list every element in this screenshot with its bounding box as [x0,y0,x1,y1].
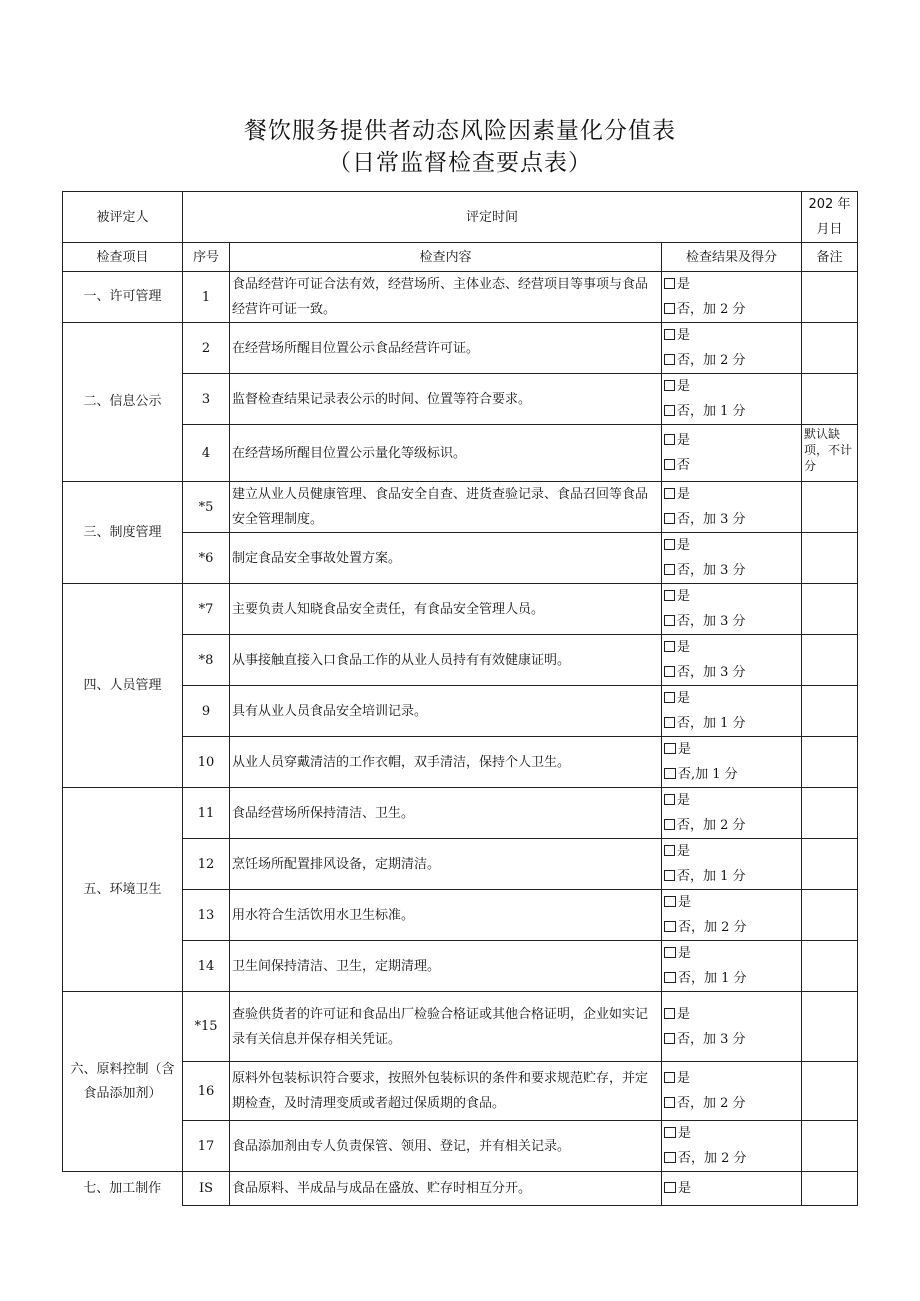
row-number: 14 [183,941,230,992]
checkbox-icon [664,459,675,470]
note-cell [802,374,858,425]
row-number: *8 [183,635,230,686]
checkbox-icon [664,641,675,652]
checkbox-icon [664,1182,676,1193]
checkbox-icon [664,380,675,391]
option-yes[interactable]: 是 [664,941,799,966]
note-cell [802,839,858,890]
checkbox-icon [664,405,675,416]
row-content: 从事接触直接入口食品工作的从业人员持有有效健康证明。 [230,635,662,686]
result-cell [662,635,802,686]
note-cell [802,992,858,1062]
checkbox-icon [664,278,675,289]
category-info-disclosure: 二、信息公示 [63,323,183,482]
checkbox-icon [664,354,675,365]
option-yes[interactable]: 是 [664,272,799,297]
result-cell [662,941,802,992]
checkbox-icon [664,539,675,550]
result-cell [662,482,802,533]
option-yes[interactable]: 是 [664,323,799,348]
checkbox-icon [664,921,676,932]
row-number: 3 [183,374,230,425]
option-no[interactable]: 否,加 1 分 [664,762,799,787]
header-row-evaluatee [63,192,858,243]
row-content: 原料外包装标识符合要求，按照外包装标识的条件和要求规范贮存，并定期检查，及时清理变质或者超过保质期的食品。 [230,1062,662,1121]
row-number: 4 [183,425,230,482]
option-no[interactable]: 否，加 3 分 [664,558,799,583]
category-license: 一、许可管理 [63,272,183,323]
checkbox-icon [664,666,675,677]
col-header-item: 检查项目 [63,243,183,272]
checkbox-icon [664,845,675,856]
table-row [63,482,858,533]
note-cell [802,323,858,374]
row-content: 制定食品安全事故处置方案。 [230,533,662,584]
eval-time-value: 202 年月日 [802,192,858,243]
row-content: 建立从业人员健康管理、食品安全自查、进货查验记录、食品召回等食品安全管理制度。 [230,482,662,533]
checkbox-icon [664,329,675,340]
note-cell [802,1172,858,1206]
option-yes[interactable]: 是 [664,1066,799,1091]
col-header-no: 序号 [183,243,230,272]
row-number: 9 [183,686,230,737]
checkbox-icon [664,1127,676,1138]
evaluatee-label: 被评定人 [63,192,183,243]
option-no[interactable]: 否，加 3 分 [664,507,799,532]
row-content: 具有从业人员食品安全培训记录。 [230,686,662,737]
row-number: 17 [183,1121,230,1172]
checkbox-icon [664,1033,675,1044]
row-content: 在经营场所醒目位置公示量化等级标识。 [230,425,662,482]
option-yes[interactable]: 是 [664,374,799,399]
result-cell [662,737,802,788]
option-yes[interactable]: 是 [664,635,799,660]
checkbox-icon [664,303,675,314]
row-number: IS [183,1172,230,1206]
option-no[interactable]: 否，加 2 分 [664,1091,799,1116]
checkbox-icon [664,434,675,445]
table-row [63,425,858,482]
table-row [63,1062,858,1121]
checkbox-icon [664,896,676,907]
note-cell [802,686,858,737]
category-raw-material-control: 六、原料控制（含食品添加剂） [63,992,183,1172]
row-number: 1 [183,272,230,323]
note-cell [802,635,858,686]
table-row [63,737,858,788]
row-number: *7 [183,584,230,635]
option-no[interactable]: 否，加 2 分 [664,915,799,940]
option-no[interactable]: 否，加 2 分 [664,1146,799,1171]
row-content: 查验供货者的许可证和食品出厂检验合格证或其他合格证明，企业如实记录有关信息并保存相关凭证。 [230,992,662,1062]
note-cell [802,890,858,941]
category-system-management: 三、制度管理 [63,482,183,584]
result-cell [662,1172,802,1206]
page-title: 餐饮服务提供者动态风险因素量化分值表 [244,118,676,144]
option-no[interactable]: 否，加 1 分 [664,399,799,424]
checkbox-icon [664,1072,675,1083]
option-no[interactable]: 否，加 3 分 [664,660,799,685]
checkbox-icon [664,1008,675,1019]
option-yes[interactable]: 是 [664,788,799,813]
note-cell: 默认缺项，不计分 [802,425,858,482]
result-cell [662,686,802,737]
row-content: 用水符合生活饮用水卫生标准。 [230,890,662,941]
table-row [63,1172,858,1206]
row-number: 12 [183,839,230,890]
option-yes[interactable]: 是 [664,686,799,711]
checkbox-icon [664,1152,676,1163]
row-content: 食品经营场所保持清洁、卫生。 [230,788,662,839]
note-cell [802,788,858,839]
table-row [63,272,858,323]
option-yes[interactable]: 是 [664,1121,799,1146]
note-cell [802,737,858,788]
option-yes[interactable]: 是 [664,737,799,762]
option-no[interactable]: 否，加 3 分 [664,609,799,634]
result-cell [662,1062,802,1121]
table-row [63,788,858,839]
checkbox-icon [664,488,675,499]
table-row [63,533,858,584]
result-cell [662,272,802,323]
option-yes[interactable]: 是 [664,1002,799,1027]
option-no[interactable]: 否，加 1 分 [664,966,799,991]
checkbox-icon [664,819,675,830]
row-content: 监督检查结果记录表公示的时间、位置等符合要求。 [230,374,662,425]
table-row [63,890,858,941]
option-yes[interactable]: 是 [664,1176,799,1201]
col-header-note: 备注 [802,243,858,272]
checkbox-icon [664,870,675,881]
row-content: 烹饪场所配置排风设备，定期清洁。 [230,839,662,890]
page-subtitle: （日常监督检查要点表） [328,150,592,176]
table-row [63,1121,858,1172]
category-personnel-management: 四、人员管理 [63,584,183,788]
result-cell [662,533,802,584]
col-header-content: 检查内容 [230,243,662,272]
col-header-result: 检查结果及得分 [662,243,802,272]
option-yes[interactable]: 是 [664,428,799,453]
result-cell [662,584,802,635]
row-number: 11 [183,788,230,839]
option-no[interactable]: 否，加 2 分 [664,348,799,373]
checkbox-icon [664,590,675,601]
column-header-row [63,243,858,272]
note-cell [802,941,858,992]
row-number: 16 [183,1062,230,1121]
checkbox-icon [664,947,676,958]
table-row [63,941,858,992]
row-number: *6 [183,533,230,584]
note-cell [802,1121,858,1172]
option-yes[interactable]: 是 [664,584,799,609]
row-number: *15 [183,992,230,1062]
row-content: 食品经营许可证合法有效，经营场所、主体业态、经营项目等事项与食品经营许可证一致。 [230,272,662,323]
row-number: 13 [183,890,230,941]
option-yes[interactable]: 是 [664,533,799,558]
row-content: 主要负责人知晓食品安全责任，有食品安全管理人员。 [230,584,662,635]
table-row [63,992,858,1062]
checkbox-icon [664,743,676,754]
inspection-table [62,191,858,1206]
row-content: 食品添加剂由专人负责保管、领用、登记，并有相关记录。 [230,1121,662,1172]
option-yes[interactable]: 是 [664,482,799,507]
option-yes[interactable]: 是 [664,839,799,864]
checkbox-icon [664,972,676,983]
option-no[interactable]: 否，加 2 分 [664,297,799,322]
result-cell [662,1121,802,1172]
checkbox-icon [664,615,675,626]
checkbox-icon [664,692,675,703]
table-row [63,374,858,425]
row-number: *5 [183,482,230,533]
row-content: 在经营场所醒目位置公示食品经营许可证。 [230,323,662,374]
option-no[interactable]: 否，加 3 分 [664,1027,799,1052]
option-yes[interactable]: 是 [664,890,799,915]
note-cell [802,482,858,533]
note-cell [802,584,858,635]
row-content: 食品原料、半成品与成品在盛放、贮存时相互分开。 [230,1172,662,1206]
result-cell [662,788,802,839]
category-processing: 七、加工制作 [83,1180,162,1196]
row-number: 10 [183,737,230,788]
checkbox-icon [664,717,675,728]
option-no[interactable]: 否 [664,453,799,478]
table-row [63,323,858,374]
option-no[interactable]: 否，加 2 分 [664,813,799,838]
eval-time-label: 评定时间 [183,192,802,243]
option-no[interactable]: 否，加 1 分 [664,711,799,736]
result-cell [662,992,802,1062]
note-cell [802,533,858,584]
table-row [63,584,858,635]
row-content: 从业人员穿戴清洁的工作衣帽，双手清洁，保持个人卫生。 [230,737,662,788]
checkbox-icon [664,513,675,524]
note-cell [802,1062,858,1121]
result-cell [662,425,802,482]
row-content: 卫生间保持清洁、卫生，定期清理。 [230,941,662,992]
checkbox-icon [664,768,676,779]
result-cell [662,890,802,941]
row-number: 2 [183,323,230,374]
option-no[interactable]: 否，加 1 分 [664,864,799,889]
table-row [63,635,858,686]
checkbox-icon [664,794,675,805]
note-cell [802,272,858,323]
category-environment-hygiene: 五、环境卫生 [63,788,183,992]
table-row [63,839,858,890]
result-cell [662,839,802,890]
table-row [63,686,858,737]
checkbox-icon [664,1097,675,1108]
checkbox-icon [664,564,675,575]
result-cell [662,323,802,374]
result-cell [662,374,802,425]
